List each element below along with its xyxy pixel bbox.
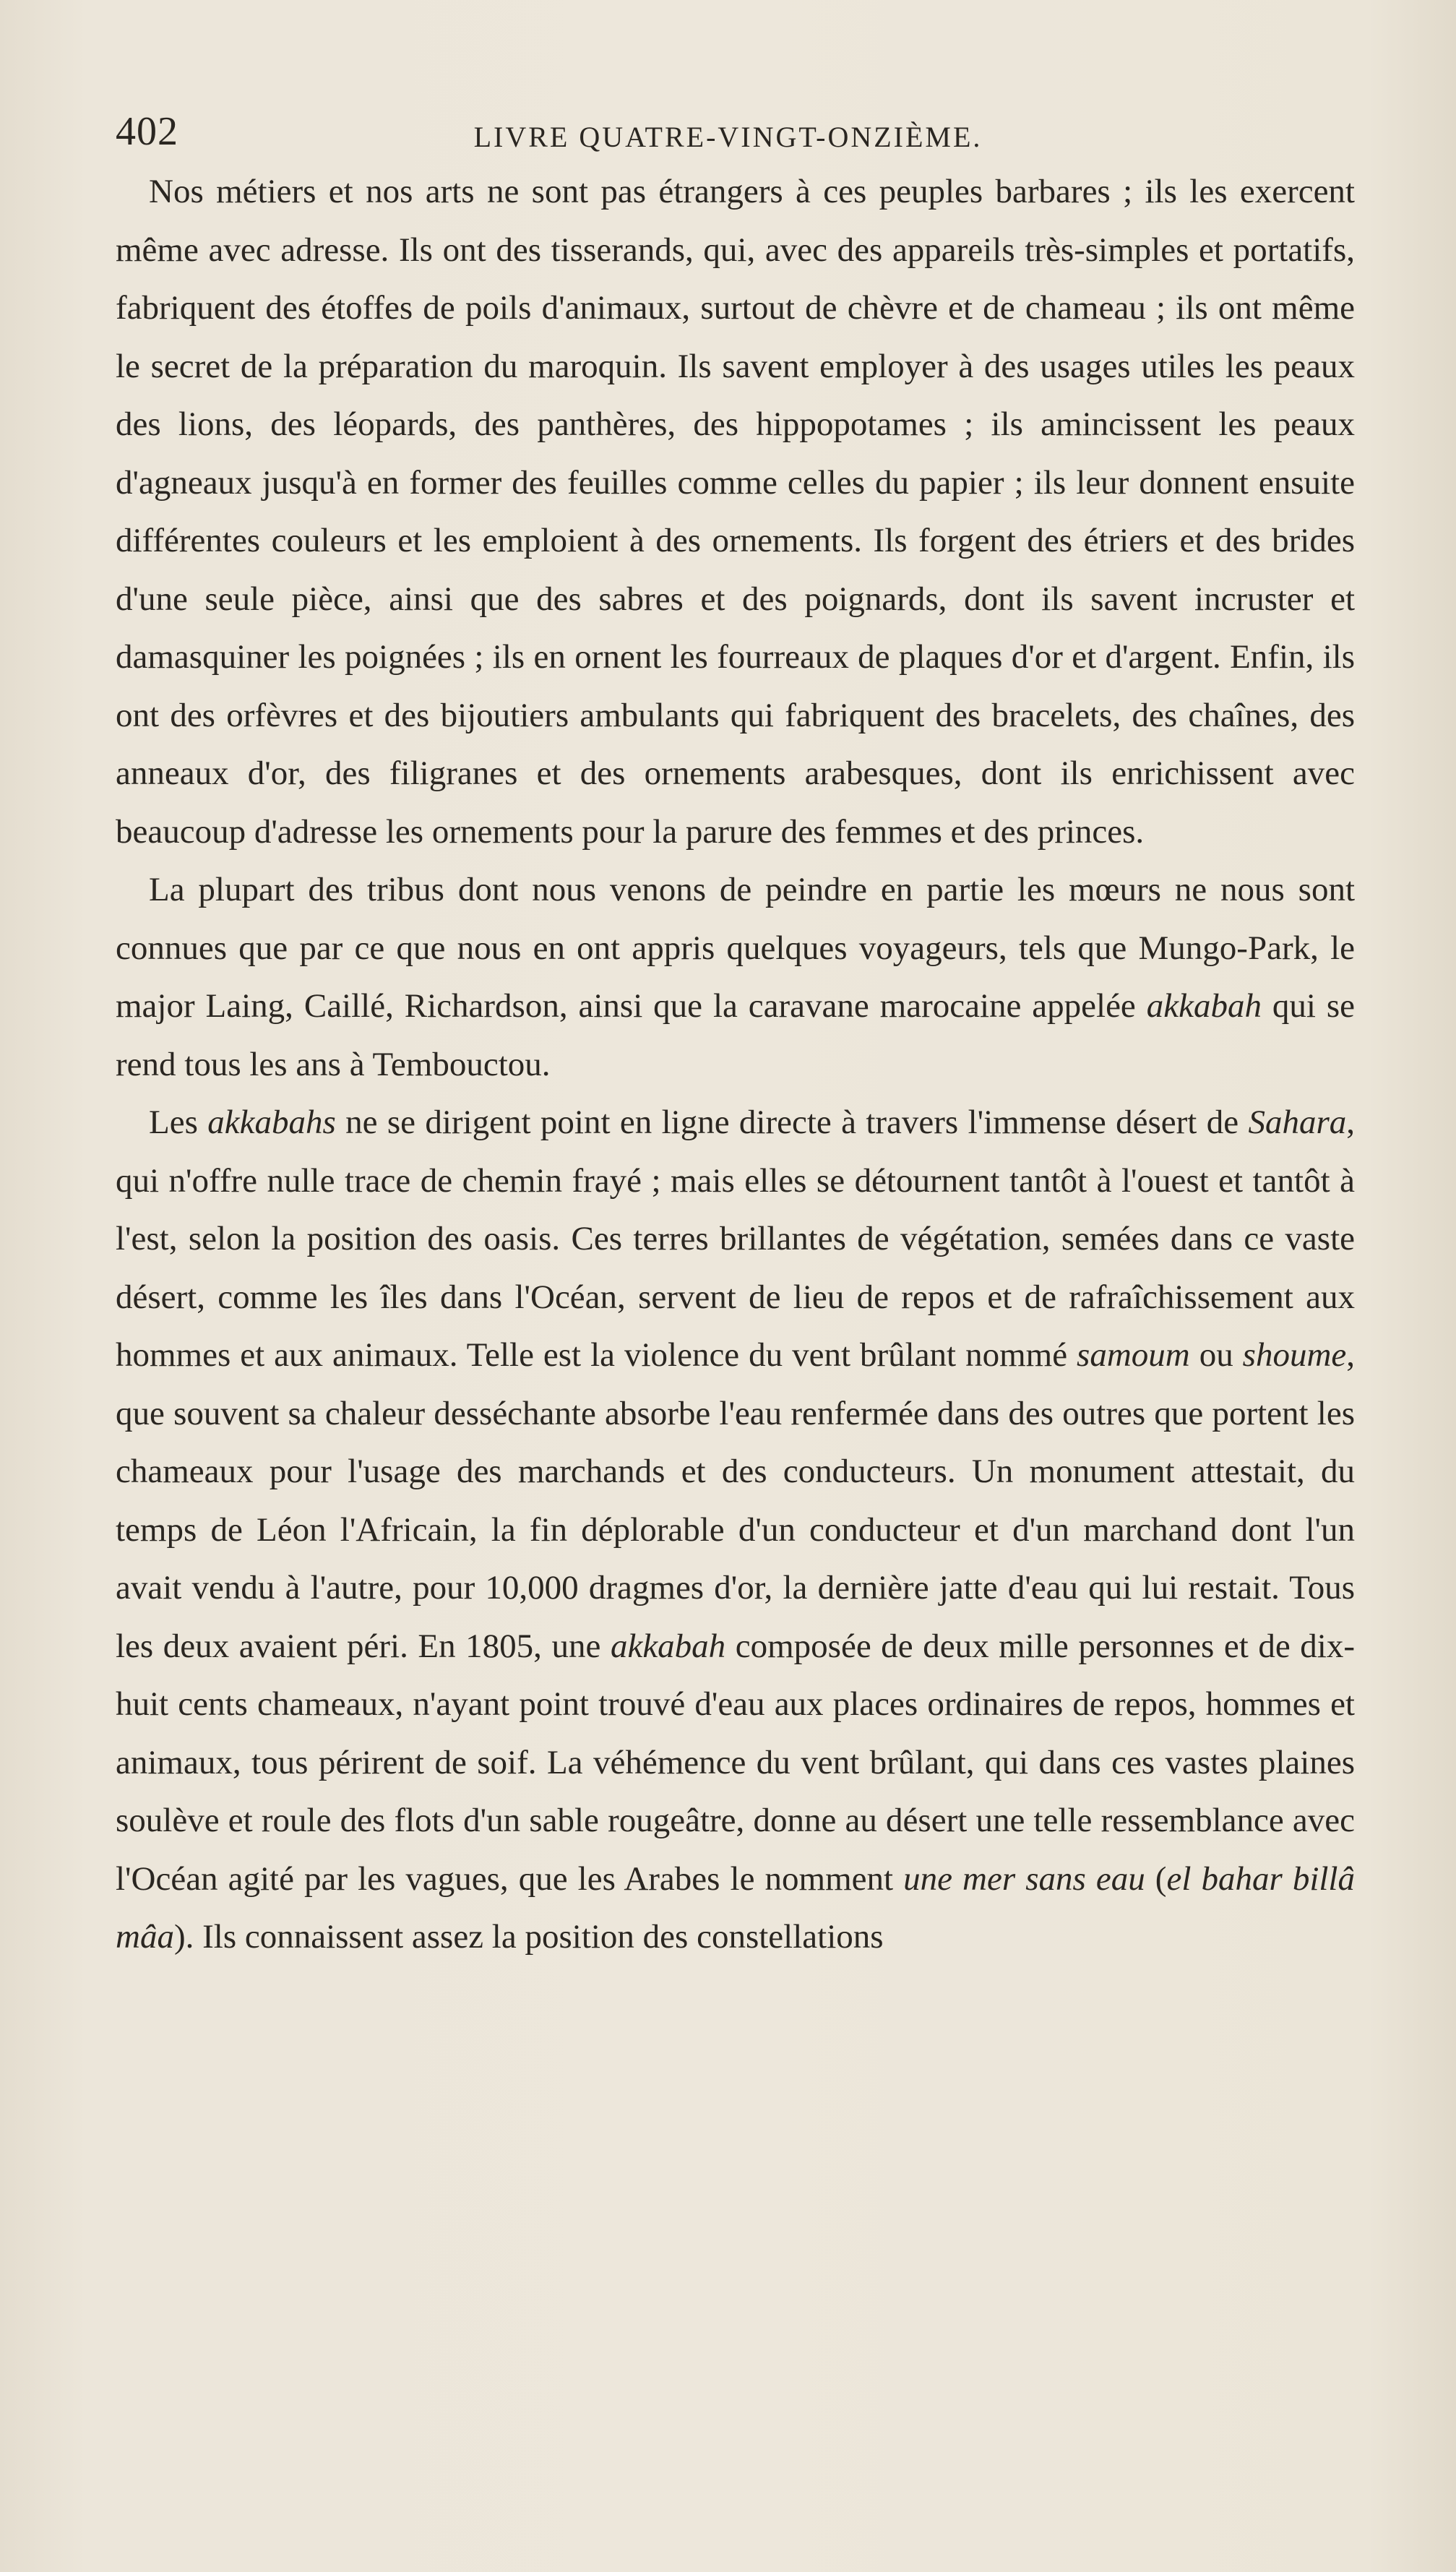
text-run: ). Ils connaissent assez la position des constellations: [173, 1918, 884, 1956]
text-run: qui se rend tous les ans à Tembouctou.: [116, 987, 1355, 1083]
text-run: ou: [1189, 1336, 1243, 1374]
italic-term: Sahara: [1248, 1104, 1347, 1141]
paragraph: [116, 1093, 1355, 1966]
text-run: (: [1145, 1859, 1167, 1898]
italic-term: samoum: [1077, 1336, 1190, 1374]
text-run: , qui n'offre nulle trace de chemin frayé ; mais elles se détournent tantôt à l'ouest et tantôt à l'est, selon la position des oasis. Ces terres brillantes de végétation, semées dans ce vaste désert, comme les îles dans l'Océan, servent de lieu de repos et de rafraîchissement aux hommes et aux animaux. Telle est la violence du vent brûlant nommé: [116, 1104, 1355, 1374]
page-number: 402: [116, 109, 178, 154]
italic-term: akkabahs: [207, 1104, 336, 1141]
italic-term: akkabah: [610, 1627, 726, 1665]
italic-term: shoume: [1242, 1336, 1347, 1374]
text-run: Les: [149, 1104, 208, 1141]
text-run: composée de deux mille personnes et de dix-huit cents chameaux, n'ayant point trouvé d'eau aux places ordinaires de repos, hommes et animaux, tous périrent de soif. La véhémence du vent brûlant, qui dans ces vastes plaines soulève et roule des flots d'un sable rougeâtre, donne au désert une telle ressemblance avec l'Océan agité par les vagues, que les Arabes le nomment: [116, 1627, 1355, 1898]
italic-term: akkabah: [1146, 987, 1262, 1025]
text-run: Nos métiers et nos arts ne sont pas étrangers à ces peuples barbares ; ils les exercent même avec adresse. Ils ont des tisserands, qui, avec des appareils très-simples et portatifs, fabriquent des étoffes de poils d'animaux, surtout de chèvre et de chameau ; ils ont même le secret de la préparation du maroquin. Ils savent employer à des usages utiles les peaux des lions, des léopards, des panthères, des hippopotames ; ils amincissent les peaux d'agneaux jusqu'à en former des feuilles comme celles du papier ; ils leur donnent ensuite différentes couleurs et les emploient à des ornements. Ils forgent des étriers et des brides d'une seule pièce, ainsi que des sabres et des poignards, dont ils savent incruster et damasquiner les poignées ; ils en ornent les fourreaux de plaques d'or et d'argent. Enfin, ils ont des orfèvres et des bijoutiers ambulants qui fabriquent des bracelets, des chaînes, des anneaux d'or, des filigranes et des ornements arabesques, dont ils enrichissent avec beaucoup d'adresse les ornements pour la parure des femmes et des princes.: [116, 173, 1355, 851]
paragraph: [116, 163, 1355, 861]
text-run: , que souvent sa chaleur desséchante absorbe l'eau renfermée dans des outres que portent les chameaux pour l'usage des marchands et des conducteurs. Un monument attestait, du temps de Léon l'Africain, la fin déplorable d'un conducteur et d'un marchand dont l'un avait vendu à l'autre, pour 10,000 dragmes d'or, la dernière jatte d'eau qui lui restait. Tous les deux avaient péri. En 1805, une: [116, 1336, 1355, 1665]
body-text: [116, 163, 1355, 1966]
running-head: LIVRE QUATRE-VINGT-ONZIÈME.: [473, 121, 983, 153]
text-run: ne se dirigent point en ligne directe à travers l'immense désert de: [335, 1104, 1249, 1141]
italic-term: une mer sans eau: [903, 1859, 1145, 1898]
paragraph: [116, 861, 1355, 1093]
text-run: La plupart des tribus dont nous venons de peindre en partie les mœurs ne nous sont connues que par ce que nous en ont appris quelques voyageurs, tels que Mungo-Park, le major Laing, Caillé, Richardson, ainsi que la caravane marocaine appelée: [116, 871, 1355, 1025]
italic-term: el bahar billâ mâa: [116, 1859, 1355, 1956]
